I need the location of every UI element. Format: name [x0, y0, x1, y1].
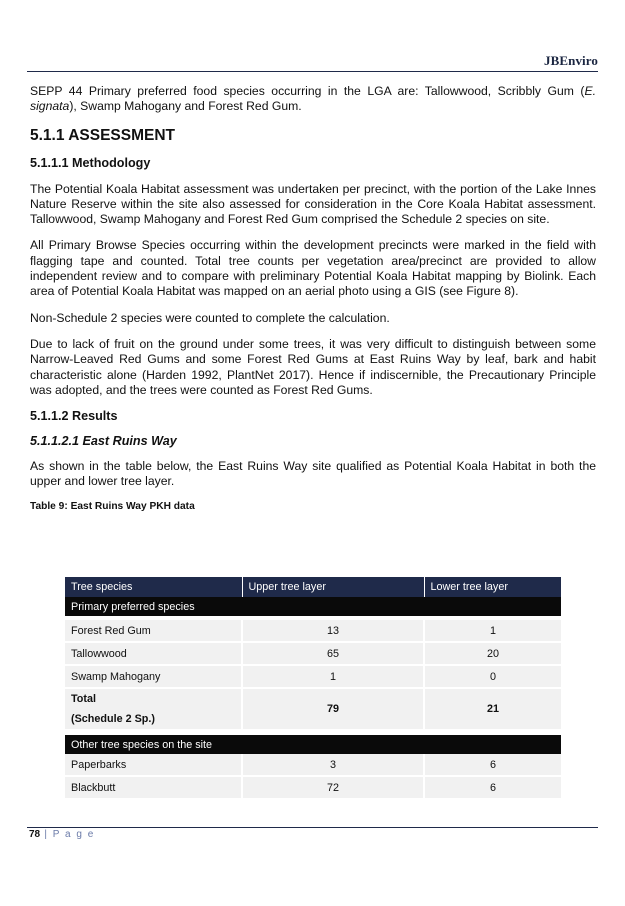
section-row-primary: [65, 597, 561, 616]
lower-cell: 6: [424, 776, 561, 799]
lower-cell: 6: [424, 754, 561, 776]
page-body: [30, 84, 596, 512]
section-label: Primary preferred species: [65, 597, 561, 616]
methodology-paragraph-4: Due to lack of fruit on the ground under some trees, it was very difficult to distinguish between some Narrow-Leaved Red Gums and some Forest Red Gums at East Ruins Way by leaf, bark and habit characteristic alone (Harden 1992, PlantNet 2017). Hence if indiscernible, the Precautionary Principle was adopted, and the trees were counted as Forest Red Gums.: [30, 336, 596, 397]
total-row: [65, 688, 561, 730]
table-caption: Table 9: East Ruins Way PKH data: [30, 500, 195, 512]
intro-paragraph: [30, 84, 596, 115]
footer-divider: [27, 827, 598, 828]
upper-cell: 13: [242, 620, 424, 642]
table-row: [65, 665, 561, 688]
pkh-data-table: [65, 577, 561, 800]
column-header-species: Tree species: [65, 577, 242, 597]
species-cell: Paperbarks: [65, 754, 242, 776]
page-label: P a g e: [52, 829, 95, 840]
header-divider: [27, 71, 598, 72]
species-cell: Forest Red Gum: [65, 620, 242, 642]
total-upper-cell: 79: [242, 688, 424, 730]
table-header-row: [65, 577, 561, 597]
east-ruins-paragraph: As shown in the table below, the East Ruins Way site qualified as Potential Koala Habitat in both the upper and lower tree layer.: [30, 459, 596, 489]
total-sublabel: (Schedule 2 Sp.): [71, 713, 155, 725]
column-header-upper: Upper tree layer: [242, 577, 424, 597]
lower-cell: 1: [424, 620, 561, 642]
intro-species-italic: E. signata: [30, 84, 596, 114]
heading-assessment: 5.1.1 ASSESSMENT: [30, 126, 176, 144]
methodology-paragraph-1: The Potential Koala Habitat assessment was undertaken per precinct, with the portion of the Lake Innes Nature Reserve within the site also assessed for consideration in the Core Koala Habitat assessment. Tallowwood, Swamp Mahogany and Forest Red Gum comprised the Schedule 2 species on site.: [30, 181, 596, 227]
species-cell: Swamp Mahogany: [65, 665, 242, 688]
lower-cell: 20: [424, 642, 561, 665]
column-header-lower: Lower tree layer: [424, 577, 561, 597]
heading-east-ruins-way: 5.1.1.2.1 East Ruins Way: [30, 434, 177, 449]
table-row: [65, 620, 561, 642]
upper-cell: 3: [242, 754, 424, 776]
table-row: [65, 642, 561, 665]
page-separator: |: [40, 829, 53, 840]
intro-text-end: ), Swamp Mahogany and Forest Red Gum.: [69, 99, 302, 114]
total-lower-cell: 21: [424, 688, 561, 730]
brand-logo-text: JBEnviro: [543, 53, 598, 68]
page-footer: [29, 829, 95, 840]
heading-methodology: 5.1.1.1 Methodology: [30, 155, 151, 170]
table-row: [65, 776, 561, 799]
intro-text-start: SEPP 44 Primary preferred food species occurring in the LGA are: Tallowwood, Scribbly Gum (: [30, 84, 585, 98]
section-label: Other tree species on the site: [65, 735, 561, 754]
methodology-paragraph-2: All Primary Browse Species occurring within the development precincts were marked in the field with flagging tape and counted. Total tree counts per vegetation area/precinct are provided to allow independent review and to compare with preliminary Potential Koala Habitat mapping by Biolink. Each area of Potential Koala Habitat was mapped on an aerial photo using a GIS (see Figure 8).: [30, 238, 596, 299]
upper-cell: 65: [242, 642, 424, 665]
species-cell: Blackbutt: [65, 776, 242, 799]
total-label: Total: [71, 693, 96, 705]
section-row-other: [65, 735, 561, 754]
heading-results: 5.1.1.2 Results: [30, 409, 118, 424]
total-label-cell: [65, 688, 242, 730]
page-number: 78: [29, 829, 41, 840]
lower-cell: 0: [424, 665, 561, 688]
methodology-paragraph-3: Non-Schedule 2 species were counted to complete the calculation.: [30, 310, 390, 325]
upper-cell: 72: [242, 776, 424, 799]
table-row: [65, 754, 561, 776]
species-cell: Tallowwood: [65, 642, 242, 665]
upper-cell: 1: [242, 665, 424, 688]
